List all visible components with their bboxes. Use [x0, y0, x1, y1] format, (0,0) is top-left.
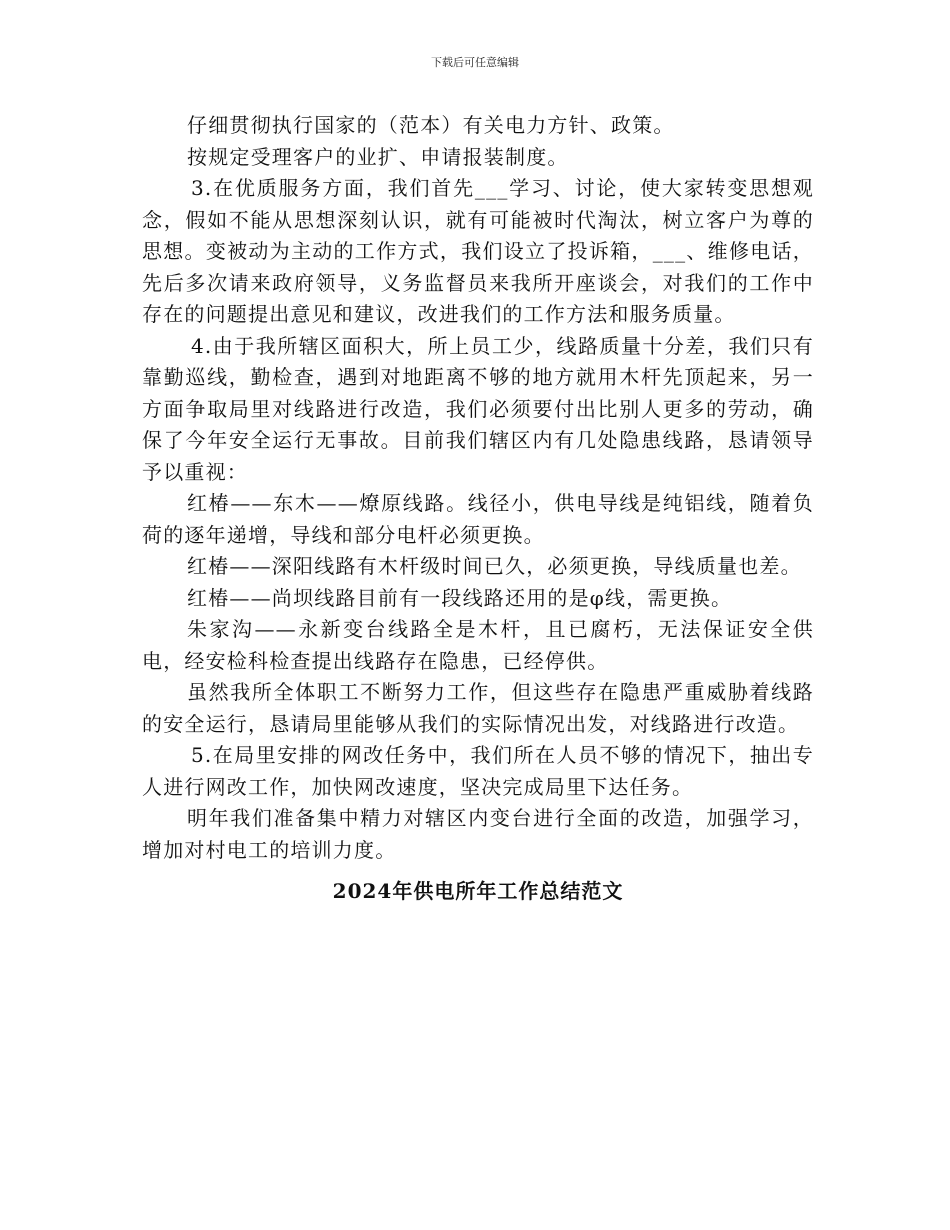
paragraph: 3.在优质服务方面，我们首先___学习、讨论，使大家转变思想观念，假如不能从思想深刻认识，就有可能被时代淘汰，树立客户为尊的思想。变被动为主动的工作方式，我们设立了投诉箱，___、维修电话，先后多次请来政府领导，义务监督员来我所开座谈会，对我们的工作中存在的问题提出意见和建议，改进我们的工作方法和服务质量。	[142, 176, 814, 326]
paragraph: 仔细贯彻执行国家的（范本）有关电力方针、政策。	[187, 113, 675, 137]
paragraph: 红椿——尚坝线路目前有一段线路还用的是φ线，需更换。	[187, 585, 733, 610]
paragraph: 5.在局里安排的网改任务中，我们所在人员不够的情况下，抽出专人进行网改工作，加快网改速度，坚决完成局里下达任务。	[142, 743, 814, 799]
document-body	[142, 110, 814, 908]
paragraph: 红椿——深阳线路有木杆级时间已久，必须更换，导线质量也差。	[187, 554, 802, 578]
paragraph: 朱家沟——永新变台线路全是木杆，且已腐朽，无法保证安全供电，经安检科检查提出线路存在隐患，已经停供。	[142, 617, 814, 673]
paragraph: 明年我们准备集中精力对辖区内变台进行全面的改造，加强学习，增加对村电工的培训力度。	[142, 806, 814, 862]
paragraph: 4.由于我所辖区面积大，所上员工少，线路质量十分差，我们只有靠勤巡线，勤检查，遇到对地距离不够的地方就用木杆先顶起来，另一方面争取局里对线路进行改造，我们必须要付出比别人更多的劳动，确保了今年安全运行无事故。目前我们辖区内有几处隐患线路，恳请领导予以重视：	[142, 333, 814, 484]
section-title: 2024年供电所年工作总结范文	[332, 879, 624, 903]
paragraph: 按规定受理客户的业扩、申请报装制度。	[187, 144, 569, 169]
paragraph: 红椿——东木——燎原线路。线径小，供电导线是纯铝线，随着负荷的逐年递增，导线和部分电杆必须更换。	[142, 491, 814, 547]
page-header-note: 下载后可任意编辑	[431, 56, 519, 69]
paragraph: 虽然我所全体职工不断努力工作，但这些存在隐患严重威胁着线路的安全运行，恳请局里能够从我们的实际情况出发，对线路进行改造。	[142, 680, 814, 736]
